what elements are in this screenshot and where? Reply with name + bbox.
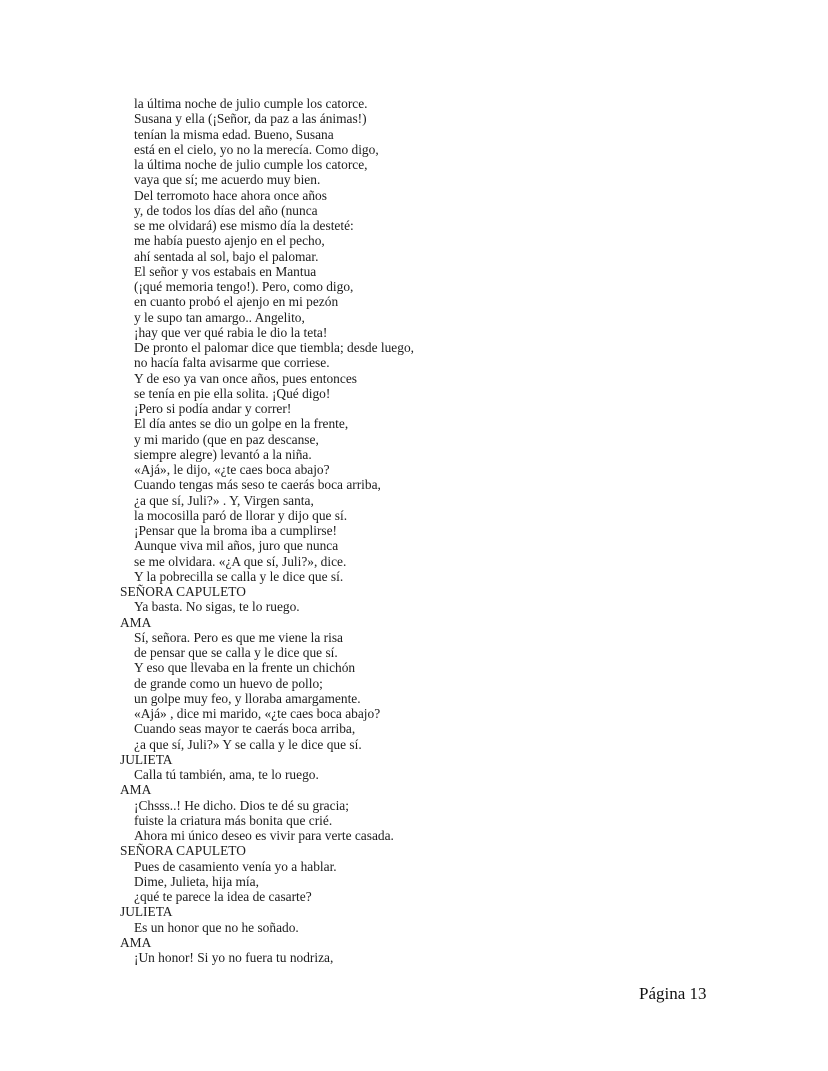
dialogue-line: Aunque viva mil años, juro que nunca xyxy=(134,538,339,554)
dialogue-line: ahí sentada al sol, bajo el palomar. xyxy=(134,248,319,264)
dialogue-line: ¿a que sí, Juli?» Y se calla y le dice que sí. xyxy=(134,736,362,752)
dialogue-line: ¡hay que ver qué rabia le dio la teta! xyxy=(134,324,328,340)
dialogue-line: De pronto el palomar dice que tiembla; desde luego, xyxy=(134,340,414,355)
dialogue-line: fuiste la criatura más bonita que crié. xyxy=(134,812,333,828)
speaker-name: AMA xyxy=(120,782,152,798)
dialogue-line: no hacía falta avisarme que corriese. xyxy=(134,355,330,371)
dialogue-line: vaya que sí; me acuerdo muy bien. xyxy=(134,172,321,188)
dialogue-line: un golpe muy feo, y lloraba amargamente. xyxy=(134,690,361,706)
dialogue-line: y mi marido (que en paz descanse, xyxy=(134,431,319,447)
dialogue-line: de pensar que se calla y le dice que sí. xyxy=(134,645,338,660)
dialogue-line: Calla tú también, ama, te lo ruego. xyxy=(134,767,319,782)
dialogue-line: «Ajá», le dijo, «¿te caes boca abajo? xyxy=(134,462,330,477)
dialogue-line: tenían la misma edad. Bueno, Susana xyxy=(134,126,334,142)
speaker-name: JULIETA xyxy=(120,751,173,767)
dialogue-line: Es un honor que no he soñado. xyxy=(134,919,299,935)
play-text-body xyxy=(120,96,620,965)
dialogue-line: «Ajá» , dice mi marido, «¿te caes boca abajo? xyxy=(134,706,381,721)
dialogue-line: ¿qué te parece la idea de casarte? xyxy=(134,889,312,904)
dialogue-line: ¿a que sí, Juli?» . Y, Virgen santa, xyxy=(134,492,314,508)
dialogue-line: Ahora mi único deseo es vivir para verte casada. xyxy=(134,828,394,843)
speaker-name: JULIETA xyxy=(120,904,173,920)
dialogue-line: me había puesto ajenjo en el pecho, xyxy=(134,233,325,249)
dialogue-line: está en el cielo, yo no la merecía. Como digo, xyxy=(134,141,379,157)
dialogue-line: Pues de casamiento venía yo a hablar. xyxy=(134,858,337,874)
speaker-name: SEÑORA CAPULETO xyxy=(120,843,246,859)
dialogue-line: Susana y ella (¡Señor, da paz a las ánimas!) xyxy=(134,111,367,127)
dialogue-line: y le supo tan amargo.. Angelito, xyxy=(134,309,305,325)
dialogue-line: de grande como un huevo de pollo; xyxy=(134,675,323,691)
dialogue-line: ¡Chsss..! He dicho. Dios te dé su gracia; xyxy=(134,797,349,813)
dialogue-line: se tenía en pie ella solita. ¡Qué digo! xyxy=(134,385,331,401)
dialogue-line: (¡qué memoria tengo!). Pero, como digo, xyxy=(134,279,354,294)
dialogue-line: se me olvidará) ese mismo día la desteté: xyxy=(134,218,354,233)
dialogue-line: Y la pobrecilla se calla y le dice que sí. xyxy=(134,568,344,584)
dialogue-line: la mocosilla paró de llorar y dijo que sí. xyxy=(134,507,348,523)
speaker-name: SEÑORA CAPULETO xyxy=(120,584,246,599)
dialogue-line: Sí, señora. Pero es que me viene la risa xyxy=(134,629,343,645)
speaker-name: AMA xyxy=(120,934,152,950)
dialogue-line: la última noche de julio cumple los catorce, xyxy=(134,157,368,172)
dialogue-line: Del terromoto hace ahora once años xyxy=(134,187,327,203)
dialogue-line: Cuando tengas más seso te caerás boca arriba, xyxy=(134,477,381,493)
dialogue-line: ¡Pero si podía andar y correr! xyxy=(134,401,292,416)
dialogue-line: Y eso que llevaba en la frente un chichón xyxy=(134,660,356,676)
dialogue-line: siempre alegre) levantó a la niña. xyxy=(134,446,312,462)
page-number: Página 13 xyxy=(639,984,707,1003)
dialogue-line: Ya basta. No sigas, te lo ruego. xyxy=(134,599,300,615)
dialogue-line: ¡Pensar que la broma iba a cumplirse! xyxy=(134,523,338,538)
speaker-name: AMA xyxy=(120,614,152,630)
dialogue-line: El señor y vos estabais en Mantua xyxy=(134,263,317,279)
dialogue-line: la última noche de julio cumple los catorce. xyxy=(134,96,368,111)
dialogue-line: se me olvidara. «¿A que sí, Juli?», dice. xyxy=(134,553,347,569)
dialogue-line: Y de eso ya van once años, pues entonces xyxy=(134,370,357,386)
dialogue-line: Cuando seas mayor te caerás boca arriba, xyxy=(134,721,356,737)
dialogue-line: El día antes se dio un golpe en la frente, xyxy=(134,416,349,432)
dialogue-line: Dime, Julieta, hija mía, xyxy=(134,873,259,889)
dialogue-line: y, de todos los días del año (nunca xyxy=(134,202,318,218)
dialogue-line: ¡Un honor! Si yo no fuera tu nodriza, xyxy=(134,950,334,965)
dialogue-line: en cuanto probó el ajenjo en mi pezón xyxy=(134,294,339,310)
